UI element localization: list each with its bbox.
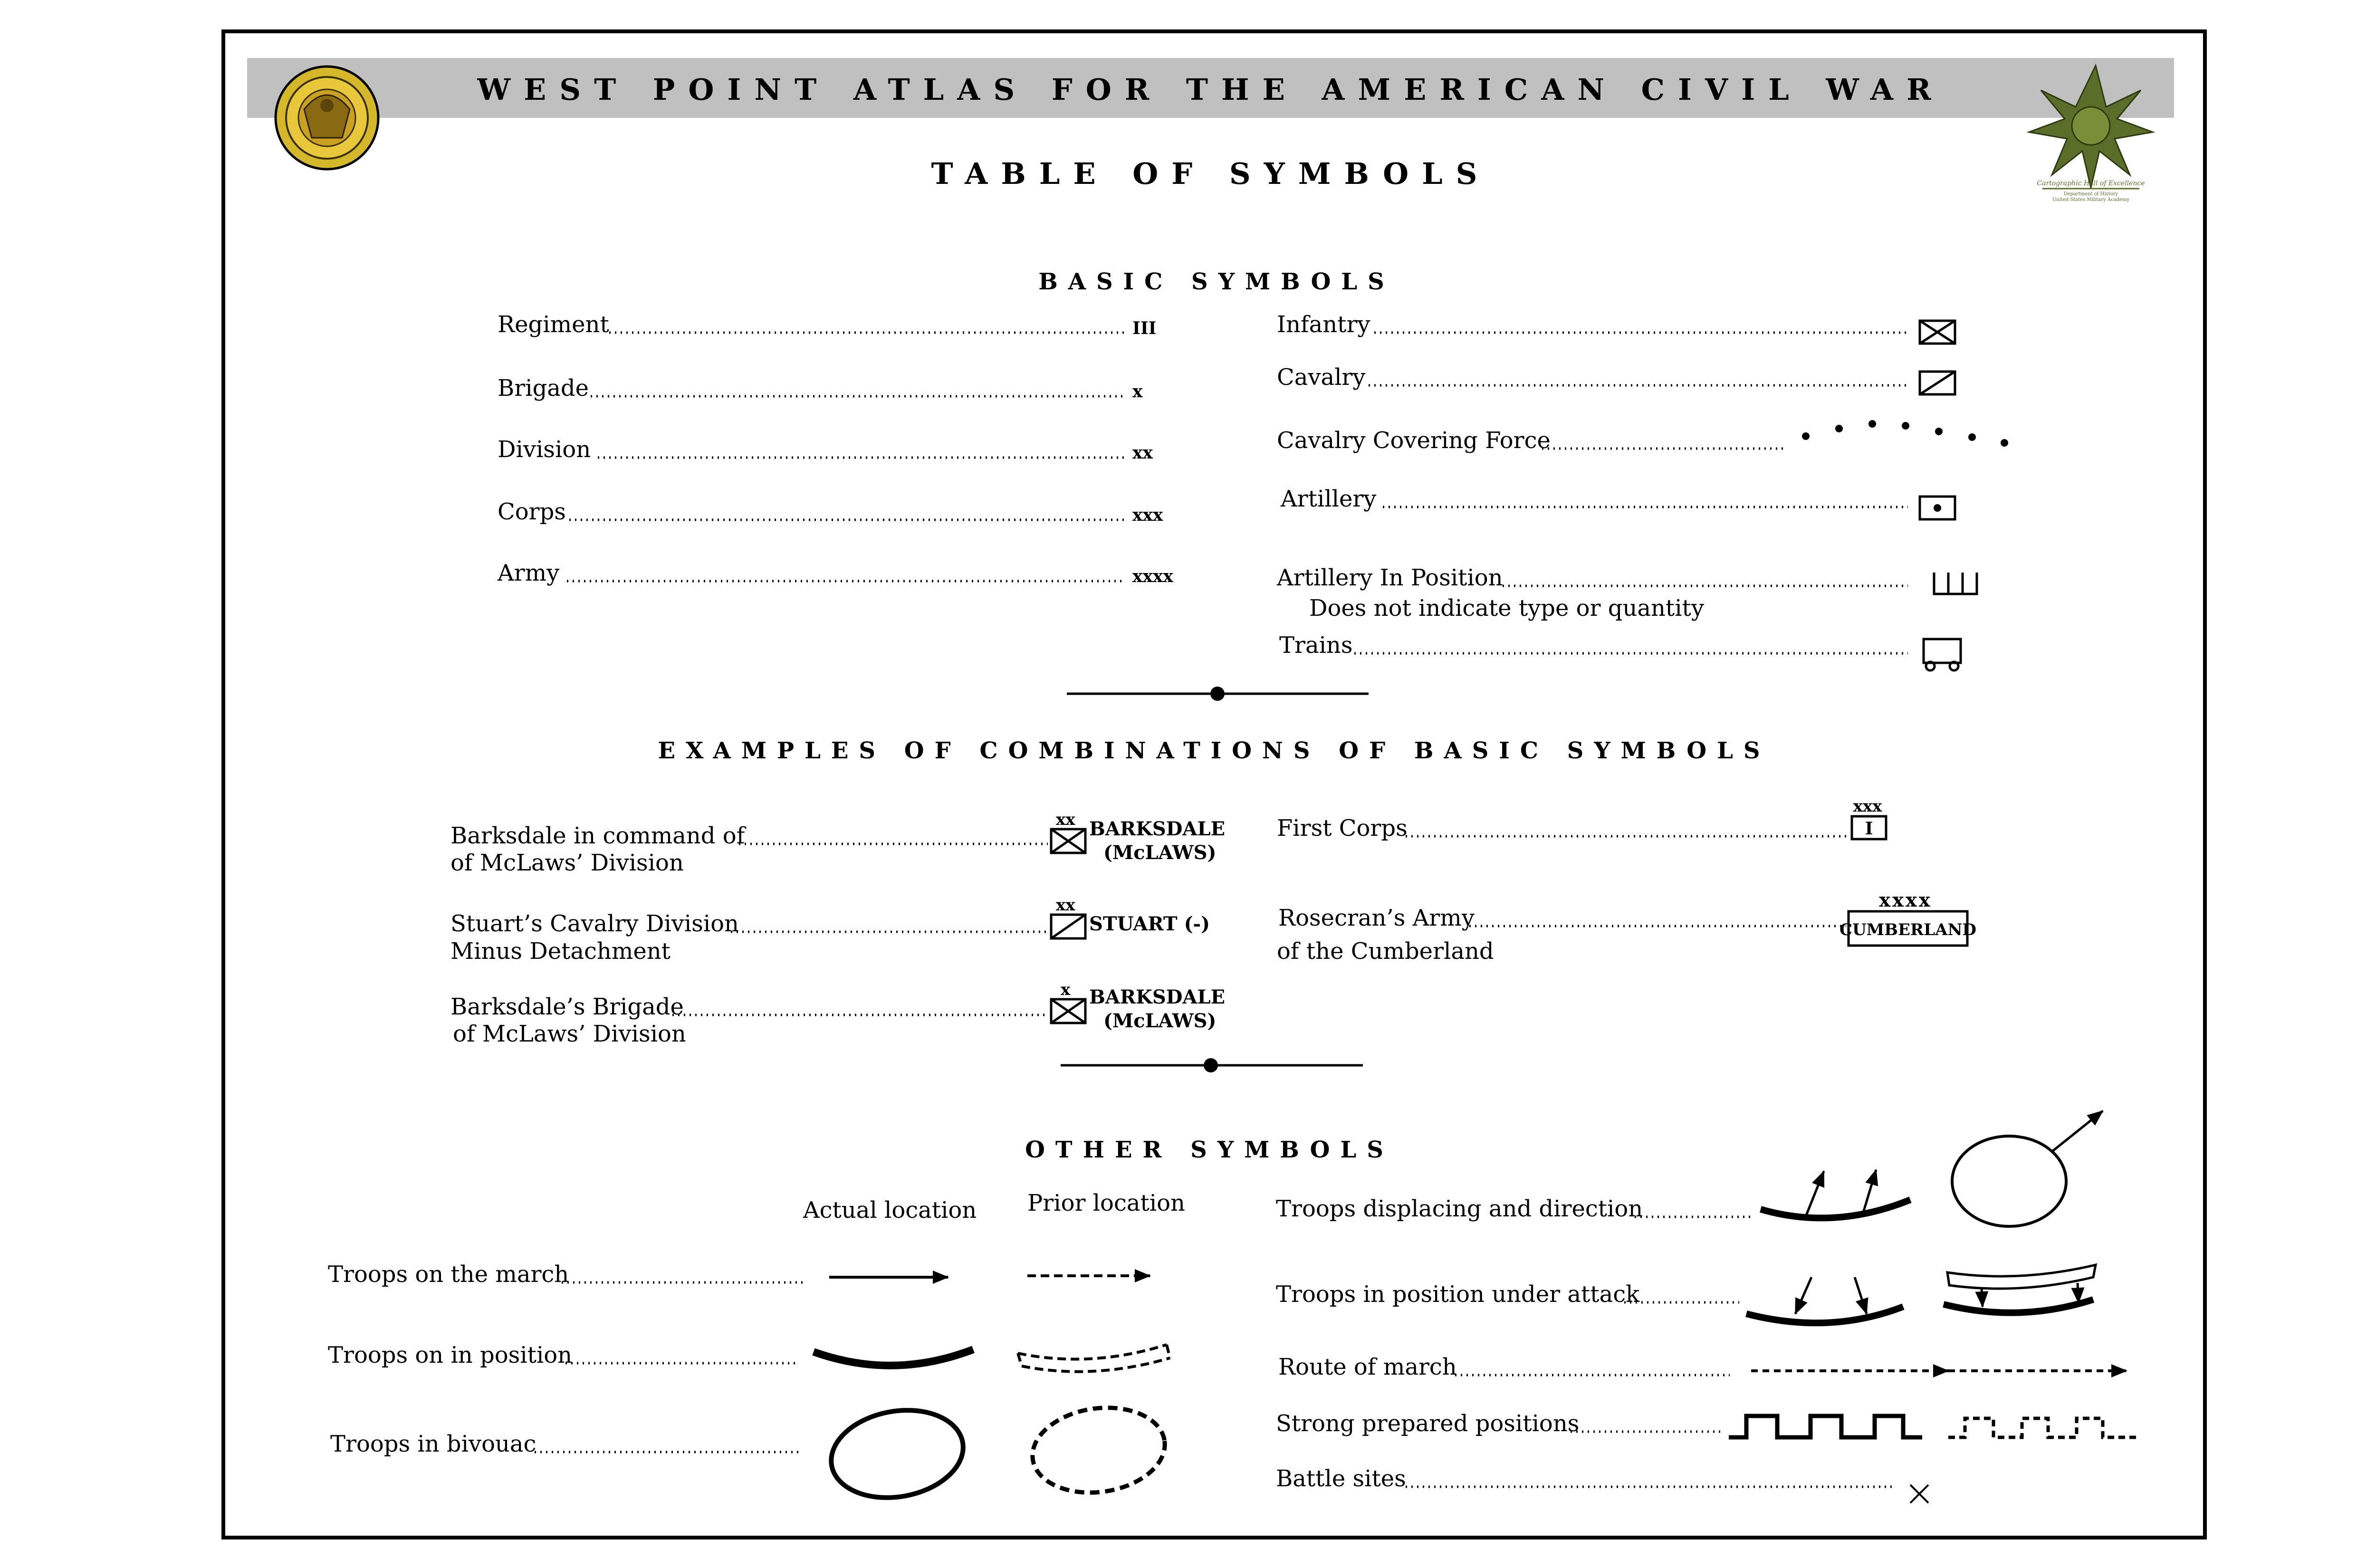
barksdale-brigade-echelon: x bbox=[1061, 980, 1071, 999]
combinations-right-column bbox=[1277, 815, 1494, 965]
first-corps-echelon: xxx bbox=[1853, 797, 1882, 816]
artillery-note: Does not indicate type or quantity bbox=[1309, 595, 1704, 621]
army-symbol: xxxx bbox=[1132, 566, 1173, 586]
leader-dots-other-right bbox=[1406, 1217, 1894, 1487]
banner-title: WEST POINT ATLAS FOR THE AMERICAN CIVIL WAR bbox=[477, 72, 1945, 107]
barksdale-brigade-unit-line1: BARKSDALE bbox=[1089, 986, 1226, 1008]
army-cumberland-box-text: CUMBERLAND bbox=[1839, 920, 1977, 939]
trains-icon bbox=[1924, 639, 1961, 670]
corps-symbol: xxx bbox=[1132, 505, 1163, 525]
artillery-in-position-label: Artillery In Position bbox=[1277, 564, 1503, 591]
barksdale-command-line1: Barksdale in command of bbox=[450, 822, 745, 849]
barksdale-brigade-infantry-icon bbox=[1051, 999, 1085, 1023]
strong-positions-prior-icon bbox=[1948, 1418, 2138, 1437]
trains-label: Trains bbox=[1279, 632, 1353, 659]
stuart-cavalry-icon bbox=[1051, 915, 1085, 938]
infantry-label: Infantry bbox=[1277, 311, 1370, 338]
rosecrans-army-line1: Rosecran’s Army bbox=[1278, 905, 1475, 931]
award-text-line2: Department of History bbox=[2063, 191, 2118, 197]
first-corps-box-text: I bbox=[1865, 819, 1873, 839]
other-left-column bbox=[328, 1261, 572, 1457]
stuart-division-line1: Stuart’s Cavalry Division bbox=[450, 910, 739, 937]
position-prior-line bbox=[1018, 1345, 1170, 1372]
cavalry-label: Cavalry bbox=[1277, 364, 1366, 391]
barksdale-brigade-unit-line2: (McLAWS) bbox=[1103, 1010, 1217, 1032]
award-text-line1: Cartographic Hall of Excellence bbox=[2037, 180, 2145, 187]
other-right-column bbox=[1276, 1195, 1643, 1492]
basic-symbols-title: BASIC SYMBOLS bbox=[1038, 268, 1395, 295]
barksdale-command-infantry-icon bbox=[1051, 829, 1085, 853]
barksdale-command-unit-line2: (McLAWS) bbox=[1103, 841, 1217, 864]
troops-in-position-label: Troops on in position bbox=[328, 1342, 573, 1368]
prior-location-header: Prior location bbox=[1027, 1190, 1185, 1216]
barksdale-brigade-line2: of McLaws’ Division bbox=[453, 1021, 686, 1047]
stuart-unit-line1: STUART (-) bbox=[1089, 913, 1210, 935]
barksdale-command-unit-line1: BARKSDALE bbox=[1089, 818, 1226, 840]
leader-dots-other-left bbox=[535, 1282, 807, 1452]
battle-site-icon bbox=[1910, 1485, 1928, 1503]
troops-on-march-label: Troops on the march bbox=[328, 1261, 569, 1288]
route-of-march-label: Route of march bbox=[1278, 1354, 1457, 1380]
army-label: Army bbox=[498, 560, 560, 586]
combinations-left-column bbox=[450, 822, 747, 1047]
troops-under-attack-label: Troops in position under attack bbox=[1276, 1281, 1640, 1308]
brigade-symbol: x bbox=[1132, 382, 1143, 402]
cavalry-icon bbox=[1920, 372, 1955, 394]
other-symbols-title: OTHER SYMBOLS bbox=[1025, 1137, 1394, 1163]
artillery-label: Artillery bbox=[1281, 486, 1377, 512]
brigade-label: Brigade bbox=[498, 375, 589, 402]
page-frame bbox=[223, 31, 2205, 1538]
barksdale-command-echelon: xx bbox=[1056, 810, 1075, 829]
barksdale-brigade-line1: Barksdale’s Brigade bbox=[450, 994, 684, 1020]
stuart-echelon: xx bbox=[1056, 896, 1075, 915]
artillery-icon bbox=[1920, 497, 1955, 519]
covering-force-dots bbox=[1802, 420, 2008, 447]
position-actual-line bbox=[814, 1349, 973, 1366]
under-attack-prior-icon bbox=[1944, 1265, 2096, 1313]
troops-displacing-icon bbox=[1761, 1170, 1910, 1218]
leader-dots-basic-left bbox=[567, 333, 1124, 581]
division-symbol: xx bbox=[1132, 443, 1153, 463]
basic-right-column bbox=[1276, 311, 1704, 659]
regiment-symbol: III bbox=[1132, 318, 1157, 338]
troops-under-attack-icon bbox=[1746, 1277, 1903, 1323]
department-seal-icon bbox=[276, 67, 378, 169]
strong-positions-label: Strong prepared positions bbox=[1276, 1410, 1580, 1437]
bivouac-actual-ellipse bbox=[824, 1400, 970, 1508]
combo-unit-names bbox=[1089, 818, 1225, 1032]
combinations-title: EXAMPLES OF COMBINATIONS OF BASIC SYMBOLS bbox=[658, 737, 1771, 764]
infantry-icon bbox=[1920, 321, 1955, 344]
rosecrans-army-line2: of the Cumberland bbox=[1277, 938, 1494, 965]
army-cumberland-echelon: xxxx bbox=[1879, 889, 1932, 911]
other-column-headers bbox=[803, 1190, 1185, 1224]
basic-left-column bbox=[497, 311, 609, 586]
page-subtitle: TABLE OF SYMBOLS bbox=[931, 156, 1491, 191]
bivouac-prior-ellipse bbox=[1027, 1399, 1170, 1501]
troops-displacing-label: Troops displacing and direction bbox=[1276, 1195, 1643, 1222]
award-text-line3: United States Military Academy bbox=[2052, 197, 2130, 202]
actual-location-header: Actual location bbox=[803, 1197, 977, 1224]
battle-sites-label: Battle sites bbox=[1276, 1465, 1406, 1492]
artillery-in-position-icon bbox=[1934, 573, 1977, 594]
first-corps-symbol bbox=[1852, 797, 1886, 839]
army-cumberland-symbol bbox=[1839, 889, 1976, 946]
section-divider-2 bbox=[1061, 1058, 1363, 1072]
corps-label: Corps bbox=[498, 498, 566, 525]
echelon-symbols bbox=[1132, 318, 1173, 586]
section-divider bbox=[1067, 687, 1369, 701]
strong-positions-actual-icon bbox=[1729, 1416, 1922, 1437]
stuart-division-line2: Minus Detachment bbox=[450, 938, 671, 965]
first-corps-label: First Corps bbox=[1277, 815, 1408, 841]
regiment-label: Regiment bbox=[498, 311, 609, 338]
displacing-bivouac-icon bbox=[1952, 1111, 2103, 1226]
cavalry-covering-force-label: Cavalry Covering Force bbox=[1277, 427, 1551, 454]
troops-in-bivouac-label: Troops in bivouac bbox=[330, 1431, 537, 1457]
division-label: Division bbox=[498, 436, 591, 463]
barksdale-command-line2: of McLaws’ Division bbox=[450, 850, 684, 876]
